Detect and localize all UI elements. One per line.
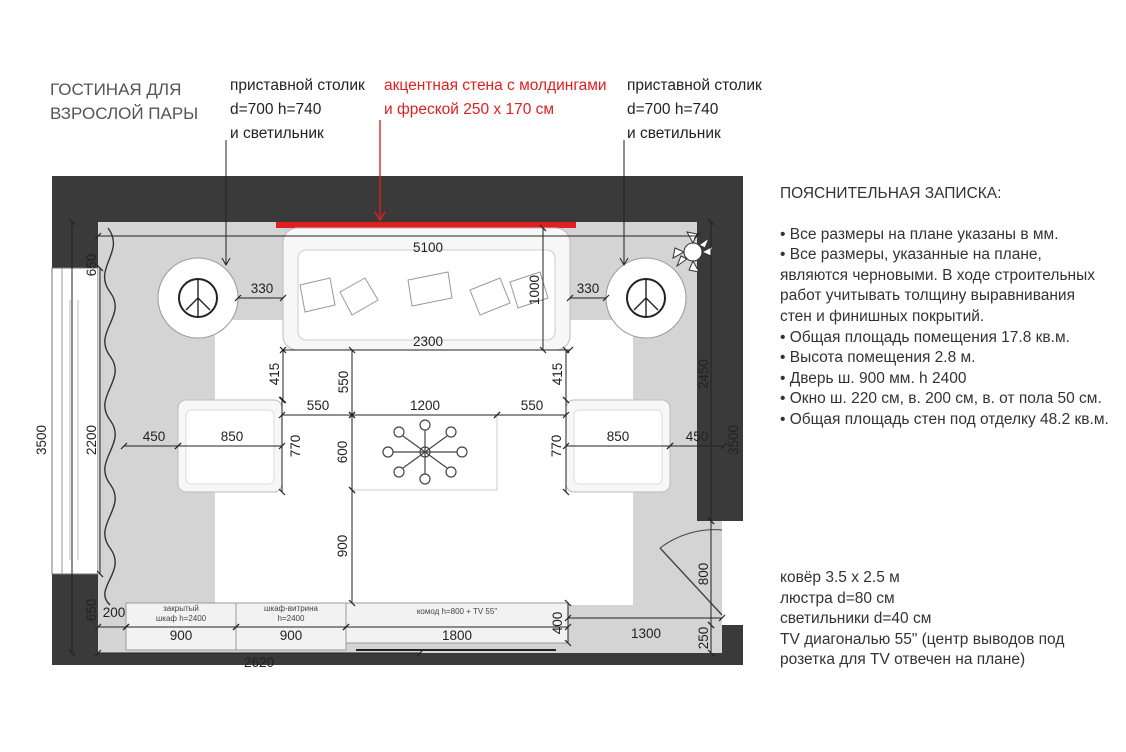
callout-left-line1: приставной столик bbox=[230, 77, 365, 94]
dim-dresser-depth: 400 bbox=[550, 611, 565, 635]
dim-bottom-200: 200 bbox=[102, 605, 126, 620]
dim-left-650-bottom: 650 bbox=[84, 598, 99, 622]
side-table-right bbox=[606, 258, 686, 338]
dim-table-depth: 600 bbox=[335, 440, 350, 464]
dim-right-250: 250 bbox=[696, 626, 711, 650]
side-table-left bbox=[158, 258, 238, 338]
dim-dresser-width: 1800 bbox=[441, 628, 473, 643]
dresser-label: комод h=800 + TV 55" bbox=[416, 607, 498, 616]
dim-door-offset: 1300 bbox=[630, 626, 662, 641]
dim-wall-armchair-right: 450 bbox=[685, 429, 709, 444]
window bbox=[52, 268, 98, 574]
callout-right-line2: d=700 h=740 bbox=[627, 101, 719, 118]
callout-left-line2: d=700 h=740 bbox=[230, 101, 322, 118]
dim-gap-left-table: 330 bbox=[250, 281, 274, 296]
callout-accent-line2: и фреской 250 х 170 см bbox=[384, 101, 555, 118]
wall-bottom bbox=[98, 653, 743, 665]
spec-item: светильники d=40 см bbox=[780, 610, 932, 628]
dim-center-550: 550 bbox=[336, 370, 351, 394]
notes-item: • Все размеры, указанные на плане, являются черновыми. В ходе строительных работ учитывать толщину выравнивания стен и финишных покрытий. bbox=[780, 246, 1095, 325]
dim-armchair-right-depth: 770 bbox=[549, 434, 564, 458]
notes-item: • Окно ш. 220 см, в. 200 см, в. от пола 50 см. bbox=[780, 390, 1102, 408]
notes-item: • Общая площадь помещения 17.8 кв.м. bbox=[780, 328, 1070, 346]
dim-left-650-top: 650 bbox=[84, 253, 99, 277]
wall-right-upper bbox=[697, 176, 743, 521]
dim-armchair-gap-left: 550 bbox=[306, 398, 330, 413]
dim-armchair-right-width: 850 bbox=[606, 429, 630, 444]
notes-item: • Общая площадь стен под отделку 48.2 кв.м. bbox=[780, 410, 1109, 428]
spec-item: ковёр 3.5 х 2.5 м bbox=[780, 569, 900, 586]
callout-accent-line1: акцентная стена с молдингами bbox=[384, 77, 607, 94]
dim-armchair-left-width: 850 bbox=[220, 429, 244, 444]
display-cabinet-label-2: h=2400 bbox=[277, 614, 305, 623]
callout-right-line1: приставной столик bbox=[627, 77, 762, 94]
dim-gap-right-table: 330 bbox=[576, 281, 600, 296]
dim-sofa-depth: 1000 bbox=[527, 274, 542, 306]
dim-left-2200: 2200 bbox=[84, 424, 99, 456]
spec-item: TV диагональю 55" (центр выводов под розетка для TV отвечен на плане) bbox=[780, 630, 1065, 669]
dim-right-800: 800 bbox=[696, 562, 711, 586]
dim-cabinet2-width: 900 bbox=[279, 628, 303, 643]
dim-sofa-width: 2300 bbox=[412, 334, 444, 349]
dim-table-width: 1200 bbox=[409, 398, 441, 413]
dim-left-415: 415 bbox=[267, 362, 282, 386]
dim-right-415: 415 bbox=[550, 362, 565, 386]
display-cabinet-label-1: шкаф-витрина bbox=[264, 604, 318, 613]
wall-top bbox=[52, 176, 743, 222]
dim-wall-armchair-left: 450 bbox=[142, 429, 166, 444]
dim-room-width: 5100 bbox=[412, 240, 444, 255]
accent-wall-strip bbox=[276, 222, 576, 228]
explanatory-notes bbox=[780, 184, 1110, 431]
closed-cabinet-label-1: закрытый bbox=[163, 604, 199, 613]
dim-table-to-cabinet: 900 bbox=[335, 534, 350, 558]
notes-heading: ПОЯСНИТЕЛЬНАЯ ЗАПИСКА: bbox=[780, 185, 1002, 202]
callout-right-line3: и светильник bbox=[627, 125, 721, 142]
plan-title-line2: ВЗРОСЛОЙ ПАРЫ bbox=[50, 104, 199, 123]
dim-armchair-gap-right: 550 bbox=[520, 398, 544, 413]
notes-item: • Дверь ш. 900 мм. h 2400 bbox=[780, 369, 967, 387]
furniture-specs bbox=[780, 568, 1110, 671]
notes-item: • Высота помещения 2.8 м. bbox=[780, 349, 976, 367]
spec-item: люстра d=80 см bbox=[780, 589, 895, 607]
dim-left-3500: 3500 bbox=[34, 424, 49, 456]
dim-cabinet1-width: 900 bbox=[169, 628, 193, 643]
plan-title-line1: ГОСТИНАЯ ДЛЯ bbox=[50, 80, 182, 99]
dim-bottom-2620: 2620 bbox=[243, 655, 275, 670]
dim-armchair-left-depth: 770 bbox=[288, 434, 303, 458]
notes-item: • Все размеры на плане указаны в мм. bbox=[780, 225, 1059, 243]
closed-cabinet-label-2: шкаф h=2400 bbox=[155, 614, 207, 623]
dim-right-2450: 2450 bbox=[696, 358, 711, 390]
callout-left-line3: и светильник bbox=[230, 125, 324, 142]
dim-right-3500: 3500 bbox=[726, 424, 741, 456]
